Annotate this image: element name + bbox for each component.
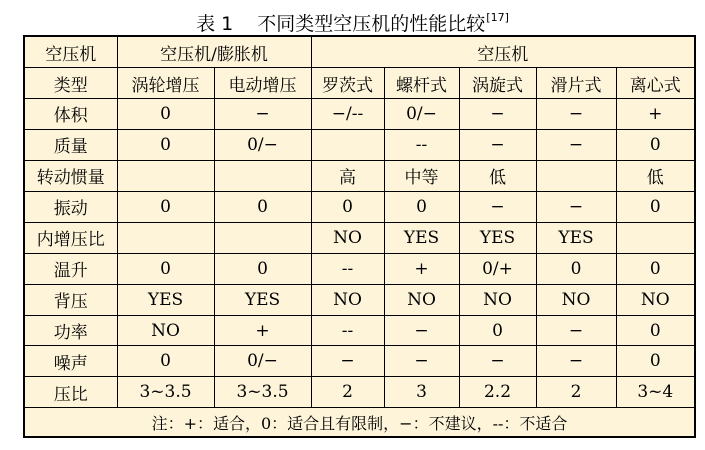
table-cell: 高: [311, 160, 384, 191]
table-cell: −: [459, 346, 536, 377]
table-cell: [214, 222, 311, 253]
table-cell: −: [214, 98, 311, 129]
table-row: [24, 346, 695, 377]
table-cell: 0: [536, 253, 616, 284]
header-type: 涡轮增压: [117, 68, 214, 99]
table-cell: 0: [616, 129, 695, 160]
table-cell: −: [384, 346, 459, 377]
table-cell: 3~4: [616, 377, 695, 408]
table-cell: −: [536, 129, 616, 160]
header-corner-type: 类型: [24, 68, 117, 99]
table-cell: −: [384, 315, 459, 346]
table-cell: 0: [214, 253, 311, 284]
table-cell: --: [311, 315, 384, 346]
table-cell: −: [536, 346, 616, 377]
header-type: 电动增压: [214, 68, 311, 99]
table-cell: YES: [214, 284, 311, 315]
table-cell: −: [536, 191, 616, 222]
row-label: 转动惯量: [24, 160, 117, 191]
table-cell: 低: [459, 160, 536, 191]
table-cell: 3~3.5: [214, 377, 311, 408]
table-cell: 0: [311, 191, 384, 222]
row-label: 质量: [24, 129, 117, 160]
header-row-group: [24, 36, 695, 68]
table-cell: 2.2: [459, 377, 536, 408]
table-number: 表 1: [196, 13, 234, 35]
table-cell: 3~3.5: [117, 377, 214, 408]
table-cell: 3: [384, 377, 459, 408]
header-type: 滑片式: [536, 68, 616, 99]
header-type: 涡旋式: [459, 68, 536, 99]
table-cell: 0: [616, 315, 695, 346]
comparison-table: [23, 35, 696, 438]
table-cell: [117, 160, 214, 191]
header-type: 罗茨式: [311, 68, 384, 99]
table-cell: [214, 160, 311, 191]
table-row: [24, 222, 695, 253]
table-cell: −: [459, 129, 536, 160]
table-cell: [616, 222, 695, 253]
table-cell: YES: [117, 284, 214, 315]
table-cell: −/--: [311, 98, 384, 129]
table-cell: [311, 129, 384, 160]
table-cell: −: [459, 191, 536, 222]
table-cell: −: [459, 98, 536, 129]
reference-marker: [17]: [486, 11, 509, 24]
table-cell: 0: [616, 191, 695, 222]
table-cell: --: [384, 129, 459, 160]
table-cell: 低: [616, 160, 695, 191]
table-cell: [536, 160, 616, 191]
table-caption: [0, 4, 705, 38]
table-row: [24, 284, 695, 315]
table-body: [24, 36, 695, 437]
row-label: 体积: [24, 98, 117, 129]
table-cell: 0: [117, 98, 214, 129]
table-row: [24, 253, 695, 284]
row-label: 噪声: [24, 346, 117, 377]
table-cell: 0: [117, 346, 214, 377]
table-cell: [117, 222, 214, 253]
row-label: 功率: [24, 315, 117, 346]
table-cell: 0: [117, 129, 214, 160]
row-label: 振动: [24, 191, 117, 222]
table-note: 注：+：适合，0：适合且有限制，−：不建议，--：不适合: [24, 408, 695, 437]
table-cell: +: [616, 98, 695, 129]
table-cell: NO: [536, 284, 616, 315]
row-label: 压比: [24, 377, 117, 408]
table-cell: NO: [616, 284, 695, 315]
row-label: 内增压比: [24, 222, 117, 253]
table-cell: 0: [616, 346, 695, 377]
row-label: 背压: [24, 284, 117, 315]
header-row-types: [24, 68, 695, 99]
table-cell: 0: [117, 253, 214, 284]
table-row: [24, 129, 695, 160]
table-row: [24, 315, 695, 346]
row-label: 温升: [24, 253, 117, 284]
header-type: 螺杆式: [384, 68, 459, 99]
header-corner-top: 空压机: [24, 36, 117, 68]
table-cell: +: [384, 253, 459, 284]
table-cell: 2: [311, 377, 384, 408]
header-group-compressor-expander: 空压机/膨胀机: [117, 36, 311, 68]
table-cell: 0/−: [214, 346, 311, 377]
table-cell: NO: [311, 284, 384, 315]
table-cell: 0: [214, 191, 311, 222]
table-cell: −: [311, 346, 384, 377]
table-row: [24, 160, 695, 191]
table-cell: YES: [536, 222, 616, 253]
header-group-compressor: 空压机: [311, 36, 695, 68]
table-title: 不同类型空压机的性能比较: [257, 13, 486, 35]
table-cell: 0: [117, 191, 214, 222]
table-cell: 0/+: [459, 253, 536, 284]
table-cell: NO: [459, 284, 536, 315]
table-cell: +: [214, 315, 311, 346]
table-cell: 0/−: [214, 129, 311, 160]
table-cell: 0/−: [384, 98, 459, 129]
table-cell: −: [536, 98, 616, 129]
table-cell: --: [311, 253, 384, 284]
table-cell: NO: [117, 315, 214, 346]
table-cell: 中等: [384, 160, 459, 191]
table-cell: 0: [616, 253, 695, 284]
table-row: [24, 98, 695, 129]
table-row: [24, 191, 695, 222]
table-cell: 0: [459, 315, 536, 346]
table-cell: 2: [536, 377, 616, 408]
table-cell: YES: [384, 222, 459, 253]
table-cell: −: [536, 315, 616, 346]
table-cell: 0: [384, 191, 459, 222]
header-type: 离心式: [616, 68, 695, 99]
table-cell: NO: [311, 222, 384, 253]
table-note-row: [24, 408, 695, 437]
table-cell: NO: [384, 284, 459, 315]
table-row: [24, 377, 695, 408]
table-cell: YES: [459, 222, 536, 253]
